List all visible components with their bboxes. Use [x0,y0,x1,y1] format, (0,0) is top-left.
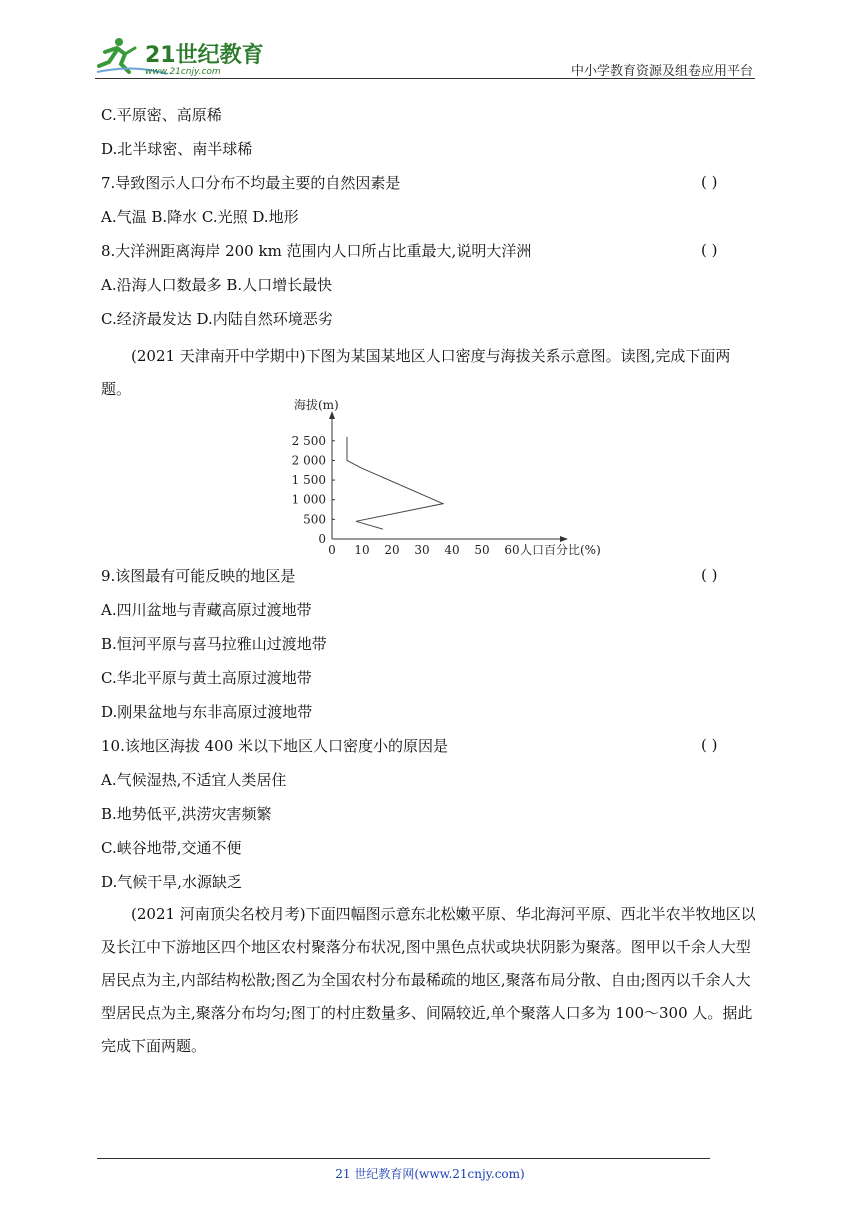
x-tick-label: 60 [504,543,520,557]
header-tagline: 中小学教育资源及组卷应用平台 [570,64,753,79]
answer-blank: ( ) [701,241,718,259]
y-axis-arrow [329,411,335,419]
y-tick-label: 1 500 [291,473,326,488]
x-tick-label: 50 [474,543,490,557]
intro-paragraph-1: (2021 天津南开中学期中)下图为某国某地区人口密度与海拔关系示意图。读图,完成下面两题。 [101,347,731,398]
text-line: C.峡谷地带,交通不便 [101,839,242,857]
y-tick-label: 2 000 [291,453,326,468]
text-line: 7.导致图示人口分布不均最主要的自然因素是 [101,174,401,192]
logo [95,36,265,78]
footer-text: 21 世纪教育网(www.21cnjy.com) [335,1167,525,1181]
text-line: C.经济最发达 D.内陆自然环境恶劣 [101,310,333,328]
footer-divider [97,1158,710,1159]
chart-svg [282,396,601,561]
answer-blank: ( ) [701,736,718,754]
text-line: D.北半球密、南半球稀 [101,140,253,158]
page-header [95,30,755,78]
text-line: 10.该地区海拔 400 米以下地区人口密度小的原因是 [101,737,449,755]
text-line: C.平原密、高原稀 [101,106,222,124]
header-divider [95,78,755,79]
y-tick-label: 500 [303,512,326,527]
x-tick-label: 0 [328,543,336,557]
text-line: 8.大洋洲距离海岸 200 km 范围内人口所占比重最大,说明大洋洲 [101,242,532,260]
x-tick-label: 20 [384,543,400,557]
logo-url: www.21cnjy.com [145,67,221,77]
intro-paragraph-2: (2021 河南顶尖名校月考)下面四幅图示意东北松嫩平原、华北海河平原、西北半农半牧地区以及长江中下游地区四个地区农村聚落分布状况,图中黑色点状或块状阴影为聚落。图甲以千余人大型居民点为主,内部结构松散;图乙为全国农村分布最稀疏的地区,聚落布局分散、自由;图丙以千余人大型居民点为主,聚落分布均匀;图丁的村庄数量多、间隔较近,单个聚落人口多为 100～300 人。据此完成下面两题。 [101,905,756,1055]
y-axis-label: 海拔(m) [294,398,339,412]
text-line: D.气候干旱,水源缺乏 [101,873,243,891]
series-line [347,437,443,529]
x-axis-arrow [560,536,568,542]
text-line: A.气温 B.降水 C.光照 D.地形 [101,208,299,226]
y-tick-label: 2 500 [291,433,326,448]
text-line: D.刚果盆地与东非高原过渡地带 [101,703,313,721]
answer-blank: ( ) [701,173,718,191]
answer-blank: ( ) [701,566,718,584]
logo-text: 21世纪教育 [145,43,264,68]
text-line: 9.该图最有可能反映的地区是 [101,567,296,585]
text-line: A.四川盆地与青藏高原过渡地带 [101,601,312,619]
text-line: A.沿海人口数最多 B.人口增长最快 [101,276,333,294]
text-line: C.华北平原与黄土高原过渡地带 [101,669,312,687]
text-line: A.气候湿热,不适宜人类居住 [101,771,287,789]
text-line: B.地势低平,洪涝灾害频繁 [101,805,272,823]
y-tick-label: 0 [318,532,326,546]
elevation-population-chart [282,396,601,561]
x-tick-label: 30 [414,543,430,557]
y-tick-label: 1 000 [291,492,326,507]
x-tick-label: 10 [354,543,370,557]
text-line: B.恒河平原与喜马拉雅山过渡地带 [101,635,327,653]
x-tick-label: 40 [444,543,460,557]
x-axis-label: 人口百分比(%) [520,543,601,557]
